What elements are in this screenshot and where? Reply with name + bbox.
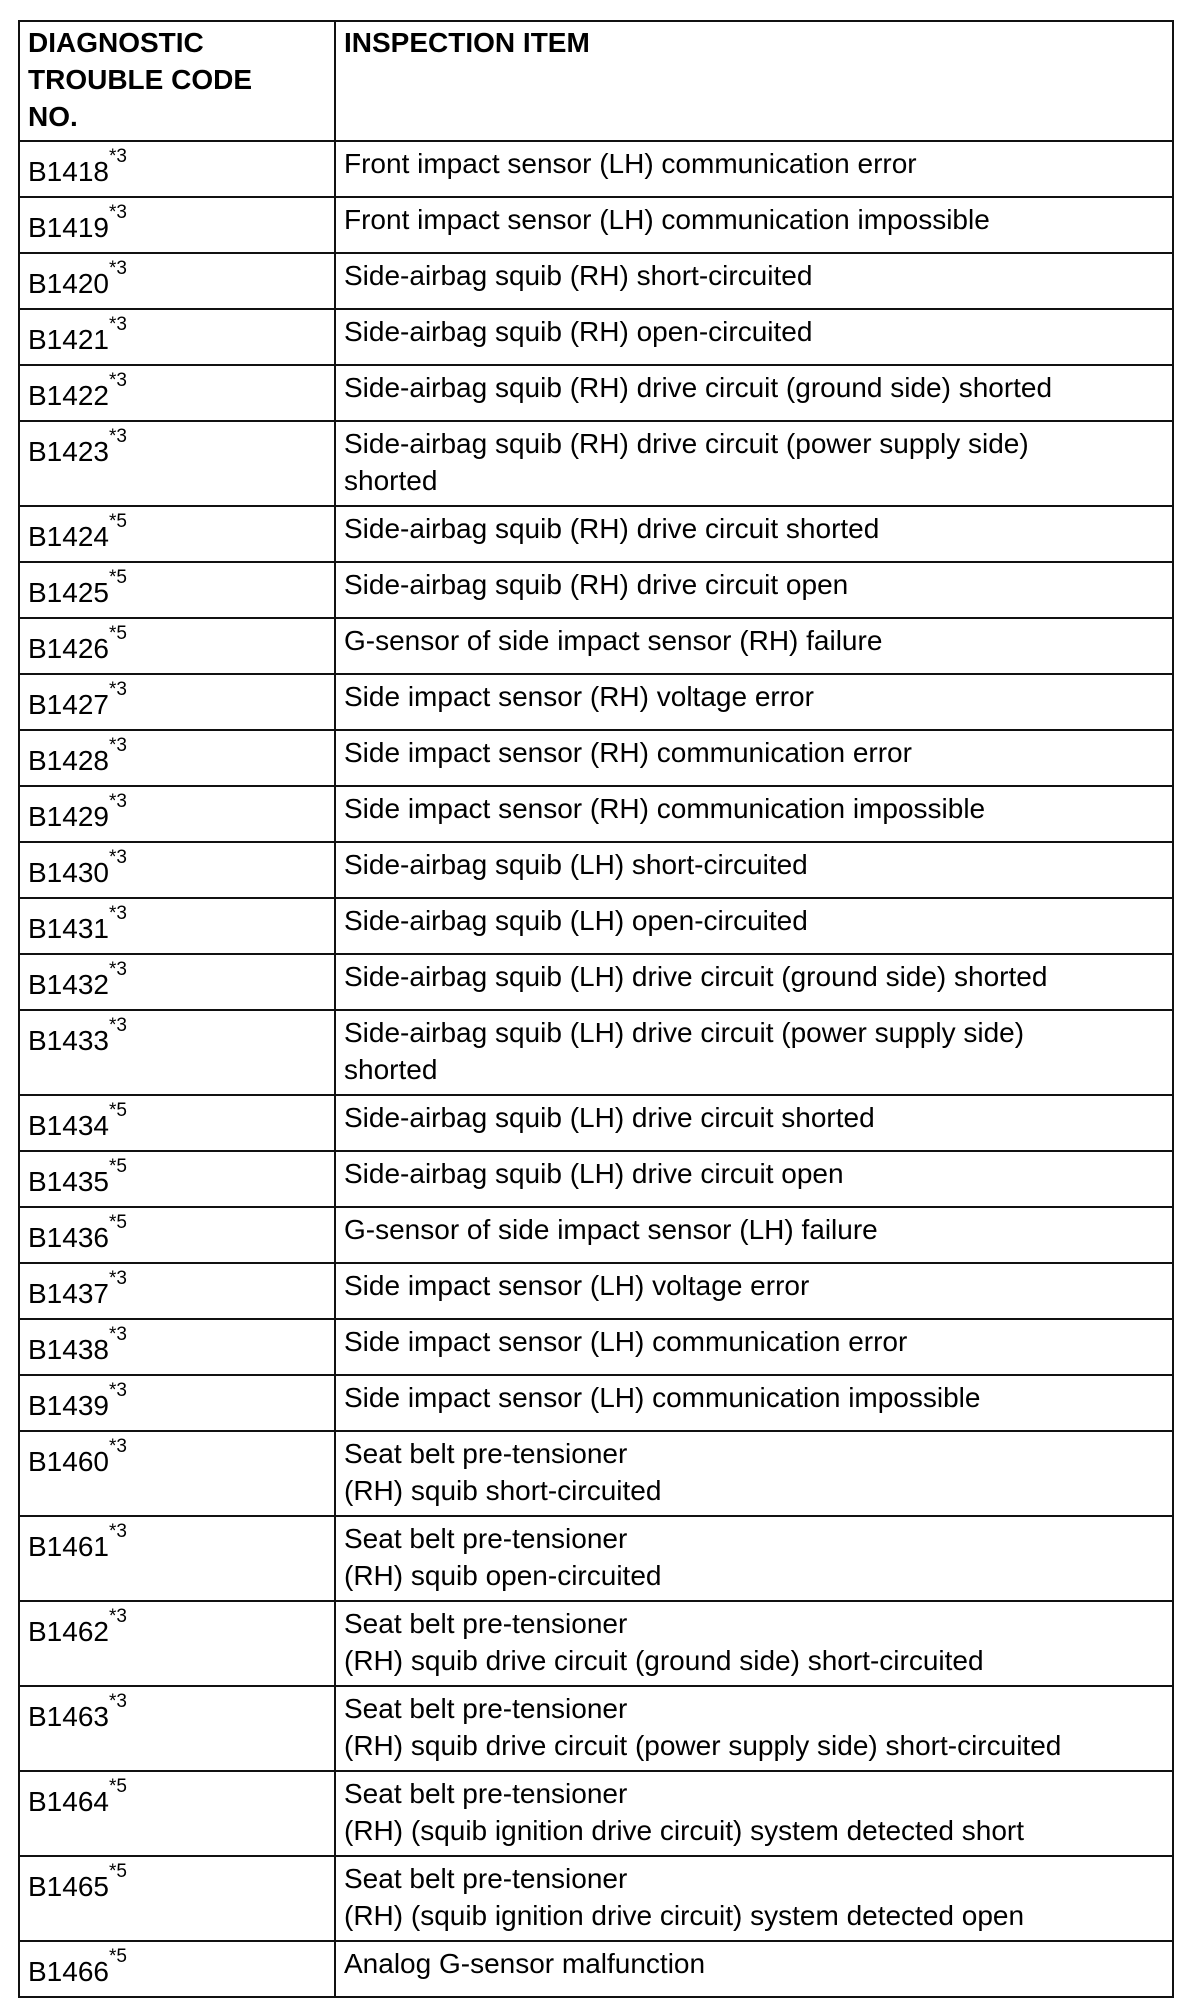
inspection-item-cell xyxy=(335,1319,1173,1375)
dtc-code-cell xyxy=(19,618,335,674)
dtc-code-cell xyxy=(19,1856,335,1941)
table-row xyxy=(19,365,1173,421)
footnote-marker: *3 xyxy=(108,1324,127,1345)
table-body xyxy=(19,141,1173,1997)
dtc-code-cell xyxy=(19,786,335,842)
footnote-marker: *3 xyxy=(108,847,127,868)
inspection-item-cell xyxy=(335,1856,1173,1941)
dtc-code xyxy=(28,1379,127,1424)
dtc-code-cell xyxy=(19,562,335,618)
dtc-code-text: B1460 xyxy=(28,1446,109,1477)
table-row xyxy=(19,842,1173,898)
dtc-code-text: B1465 xyxy=(28,1871,109,1902)
dtc-code xyxy=(28,1211,127,1256)
dtc-code-text: B1430 xyxy=(28,857,109,888)
dtc-code xyxy=(28,1520,127,1565)
dtc-code-cell xyxy=(19,506,335,562)
dtc-code xyxy=(28,145,127,190)
table-row xyxy=(19,506,1173,562)
dtc-code-cell xyxy=(19,1095,335,1151)
dtc-code-cell xyxy=(19,1941,335,1997)
inspection-item-text: Side impact sensor (LH) voltage error xyxy=(344,1270,810,1301)
inspection-item-text: Seat belt pre-tensioner (RH) (squib ignition drive circuit) system detected open xyxy=(344,1863,1025,1931)
dtc-code-cell xyxy=(19,1686,335,1771)
dtc-code-cell xyxy=(19,1319,335,1375)
inspection-item-text: Front impact sensor (LH) communication impossible xyxy=(344,204,990,235)
table-row xyxy=(19,141,1173,197)
dtc-code-text: B1437 xyxy=(28,1278,109,1309)
dtc-code-text: B1439 xyxy=(28,1390,109,1421)
inspection-item-text: Front impact sensor (LH) communication error xyxy=(344,148,917,179)
footnote-marker: *3 xyxy=(108,1268,127,1289)
inspection-item-text: Side impact sensor (RH) voltage error xyxy=(344,681,814,712)
footnote-marker: *3 xyxy=(108,735,127,756)
footnote-marker: *3 xyxy=(108,959,127,980)
inspection-item-text: G-sensor of side impact sensor (RH) failure xyxy=(344,625,883,656)
inspection-item-cell xyxy=(335,1010,1173,1095)
table-row xyxy=(19,1095,1173,1151)
table-row xyxy=(19,730,1173,786)
footnote-marker: *5 xyxy=(108,1156,127,1177)
footnote-marker: *3 xyxy=(108,426,127,447)
inspection-item-text: Side-airbag squib (LH) drive circuit (ground side) shorted xyxy=(344,961,1048,992)
inspection-item-text: Side-airbag squib (LH) drive circuit shorted xyxy=(344,1102,875,1133)
table-row xyxy=(19,1686,1173,1771)
dtc-code-cell xyxy=(19,141,335,197)
inspection-item-text: Seat belt pre-tensioner (RH) squib short-circuited xyxy=(344,1438,662,1506)
dtc-code xyxy=(28,510,127,555)
dtc-code-text: B1424 xyxy=(28,521,109,552)
inspection-item-cell xyxy=(335,197,1173,253)
dtc-table xyxy=(18,20,1174,1998)
table-row xyxy=(19,1771,1173,1856)
inspection-item-cell xyxy=(335,1375,1173,1431)
footnote-marker: *3 xyxy=(108,1691,127,1712)
dtc-code-cell xyxy=(19,309,335,365)
header-code: DIAGNOSTIC TROUBLE CODE NO. xyxy=(19,21,335,141)
dtc-code xyxy=(28,846,127,891)
footnote-marker: *3 xyxy=(108,1521,127,1542)
inspection-item-text: Side-airbag squib (LH) short-circuited xyxy=(344,849,808,880)
inspection-item-text: Side-airbag squib (RH) drive circuit open xyxy=(344,569,849,600)
dtc-code-text: B1421 xyxy=(28,324,109,355)
dtc-code xyxy=(28,369,127,414)
table-row xyxy=(19,1263,1173,1319)
dtc-code-text: B1427 xyxy=(28,689,109,720)
footnote-marker: *5 xyxy=(108,1212,127,1233)
inspection-item-cell xyxy=(335,1207,1173,1263)
document-page xyxy=(18,20,1174,1998)
footnote-marker: *5 xyxy=(108,1100,127,1121)
inspection-item-text: Side impact sensor (LH) communication impossible xyxy=(344,1382,981,1413)
dtc-code-cell xyxy=(19,253,335,309)
dtc-code xyxy=(28,790,127,835)
inspection-item-cell xyxy=(335,674,1173,730)
table-header-row xyxy=(19,21,1173,141)
inspection-item-text: Side impact sensor (LH) communication error xyxy=(344,1326,908,1357)
inspection-item-cell xyxy=(335,1151,1173,1207)
dtc-code-text: B1419 xyxy=(28,212,109,243)
dtc-code xyxy=(28,1435,127,1480)
footnote-marker: *5 xyxy=(108,623,127,644)
table-row xyxy=(19,674,1173,730)
footnote-marker: *3 xyxy=(108,903,127,924)
inspection-item-cell xyxy=(335,1771,1173,1856)
inspection-item-cell xyxy=(335,309,1173,365)
dtc-code-cell xyxy=(19,1375,335,1431)
inspection-item-cell xyxy=(335,506,1173,562)
table-row xyxy=(19,1151,1173,1207)
footnote-marker: *3 xyxy=(108,146,127,167)
dtc-code-cell xyxy=(19,954,335,1010)
dtc-code xyxy=(28,1775,127,1820)
dtc-code-cell xyxy=(19,898,335,954)
dtc-code xyxy=(28,1099,127,1144)
inspection-item-text: Side impact sensor (RH) communication impossible xyxy=(344,793,986,824)
dtc-code-cell xyxy=(19,421,335,506)
inspection-item-cell xyxy=(335,365,1173,421)
inspection-item-cell xyxy=(335,1095,1173,1151)
table-row xyxy=(19,1601,1173,1686)
dtc-code xyxy=(28,734,127,779)
footnote-marker: *3 xyxy=(108,1380,127,1401)
table-row xyxy=(19,786,1173,842)
dtc-code-cell xyxy=(19,197,335,253)
inspection-item-text: Side-airbag squib (LH) drive circuit (power supply side) shorted xyxy=(344,1017,1025,1085)
dtc-code-text: B1423 xyxy=(28,436,109,467)
dtc-code-text: B1431 xyxy=(28,913,109,944)
dtc-code xyxy=(28,902,127,947)
inspection-item-cell xyxy=(335,1686,1173,1771)
dtc-code-text: B1428 xyxy=(28,745,109,776)
dtc-code xyxy=(28,313,127,358)
dtc-code-text: B1425 xyxy=(28,577,109,608)
inspection-item-cell xyxy=(335,421,1173,506)
table-row xyxy=(19,954,1173,1010)
dtc-code-text: B1432 xyxy=(28,969,109,1000)
table-row xyxy=(19,1941,1173,1997)
inspection-item-text: Analog G-sensor malfunction xyxy=(344,1948,706,1979)
inspection-item-text: Side-airbag squib (LH) open-circuited xyxy=(344,905,808,936)
inspection-item-cell xyxy=(335,1516,1173,1601)
table-row xyxy=(19,618,1173,674)
inspection-item-cell xyxy=(335,898,1173,954)
footnote-marker: *3 xyxy=(108,1015,127,1036)
dtc-code xyxy=(28,1690,127,1735)
footnote-marker: *5 xyxy=(108,1946,127,1967)
dtc-code-cell xyxy=(19,1010,335,1095)
dtc-code xyxy=(28,257,127,302)
inspection-item-cell xyxy=(335,1431,1173,1516)
inspection-item-cell xyxy=(335,730,1173,786)
dtc-code xyxy=(28,1014,127,1059)
dtc-code-cell xyxy=(19,1431,335,1516)
footnote-marker: *5 xyxy=(108,1861,127,1882)
dtc-code-text: B1463 xyxy=(28,1701,109,1732)
inspection-item-text: Side-airbag squib (RH) short-circuited xyxy=(344,260,813,291)
dtc-code-cell xyxy=(19,674,335,730)
inspection-item-cell xyxy=(335,786,1173,842)
table-row xyxy=(19,1856,1173,1941)
dtc-code xyxy=(28,958,127,1003)
dtc-code-cell xyxy=(19,730,335,786)
dtc-code-text: B1420 xyxy=(28,268,109,299)
dtc-code xyxy=(28,622,127,667)
dtc-code xyxy=(28,1267,127,1312)
footnote-marker: *3 xyxy=(108,791,127,812)
inspection-item-cell xyxy=(335,141,1173,197)
dtc-code xyxy=(28,425,127,470)
footnote-marker: *5 xyxy=(108,511,127,532)
dtc-code-cell xyxy=(19,842,335,898)
inspection-item-text: G-sensor of side impact sensor (LH) failure xyxy=(344,1214,878,1245)
dtc-code xyxy=(28,1945,127,1990)
inspection-item-text: Side-airbag squib (RH) open-circuited xyxy=(344,316,813,347)
inspection-item-text: Side-airbag squib (RH) drive circuit shorted xyxy=(344,513,880,544)
dtc-code xyxy=(28,1605,127,1650)
inspection-item-text: Seat belt pre-tensioner (RH) squib open-circuited xyxy=(344,1523,662,1591)
inspection-item-cell xyxy=(335,842,1173,898)
table-row xyxy=(19,1207,1173,1263)
table-row xyxy=(19,1010,1173,1095)
dtc-code-text: B1462 xyxy=(28,1616,109,1647)
inspection-item-cell xyxy=(335,954,1173,1010)
table-row xyxy=(19,898,1173,954)
table-row xyxy=(19,1431,1173,1516)
footnote-marker: *3 xyxy=(108,202,127,223)
inspection-item-text: Seat belt pre-tensioner (RH) squib drive circuit (ground side) short-circuited xyxy=(344,1608,984,1676)
dtc-code-text: B1436 xyxy=(28,1222,109,1253)
dtc-code xyxy=(28,1860,127,1905)
dtc-code-cell xyxy=(19,1771,335,1856)
dtc-code xyxy=(28,1323,127,1368)
inspection-item-text: Side impact sensor (RH) communication error xyxy=(344,737,912,768)
table-row xyxy=(19,562,1173,618)
inspection-item-text: Side-airbag squib (RH) drive circuit (ground side) shorted xyxy=(344,372,1053,403)
dtc-code-cell xyxy=(19,1263,335,1319)
table-row xyxy=(19,421,1173,506)
dtc-code xyxy=(28,1155,127,1200)
dtc-code-cell xyxy=(19,365,335,421)
dtc-code-text: B1429 xyxy=(28,801,109,832)
footnote-marker: *3 xyxy=(108,679,127,700)
dtc-code-cell xyxy=(19,1151,335,1207)
inspection-item-text: Side-airbag squib (RH) drive circuit (power supply side) shorted xyxy=(344,428,1029,496)
dtc-code-cell xyxy=(19,1516,335,1601)
footnote-marker: *3 xyxy=(108,314,127,335)
table-row xyxy=(19,197,1173,253)
dtc-code-text: B1464 xyxy=(28,1786,109,1817)
inspection-item-cell xyxy=(335,1601,1173,1686)
inspection-item-cell xyxy=(335,1941,1173,1997)
inspection-item-text: Seat belt pre-tensioner (RH) (squib ignition drive circuit) system detected short xyxy=(344,1778,1025,1846)
inspection-item-cell xyxy=(335,618,1173,674)
inspection-item-cell xyxy=(335,562,1173,618)
dtc-code-text: B1434 xyxy=(28,1110,109,1141)
footnote-marker: *3 xyxy=(108,1436,127,1457)
footnote-marker: *5 xyxy=(108,567,127,588)
footnote-marker: *5 xyxy=(108,1776,127,1797)
table-row xyxy=(19,1375,1173,1431)
dtc-code xyxy=(28,678,127,723)
inspection-item-cell xyxy=(335,1263,1173,1319)
dtc-code xyxy=(28,566,127,611)
inspection-item-text: Side-airbag squib (LH) drive circuit open xyxy=(344,1158,844,1189)
dtc-code-text: B1418 xyxy=(28,156,109,187)
table-row xyxy=(19,253,1173,309)
footnote-marker: *3 xyxy=(108,1606,127,1627)
dtc-code-text: B1438 xyxy=(28,1334,109,1365)
inspection-item-text: Seat belt pre-tensioner (RH) squib drive circuit (power supply side) short-circuited xyxy=(344,1693,1062,1761)
table-row xyxy=(19,1516,1173,1601)
dtc-code-cell xyxy=(19,1601,335,1686)
dtc-code xyxy=(28,201,127,246)
dtc-code-text: B1422 xyxy=(28,380,109,411)
table-row xyxy=(19,1319,1173,1375)
dtc-code-cell xyxy=(19,1207,335,1263)
table-row xyxy=(19,309,1173,365)
inspection-item-cell xyxy=(335,253,1173,309)
dtc-code-text: B1435 xyxy=(28,1166,109,1197)
dtc-code-text: B1461 xyxy=(28,1531,109,1562)
header-item: INSPECTION ITEM xyxy=(335,21,1173,141)
dtc-code-text: B1433 xyxy=(28,1025,109,1056)
footnote-marker: *3 xyxy=(108,370,127,391)
footnote-marker: *3 xyxy=(108,258,127,279)
dtc-code-text: B1466 xyxy=(28,1956,109,1987)
dtc-code-text: B1426 xyxy=(28,633,109,664)
